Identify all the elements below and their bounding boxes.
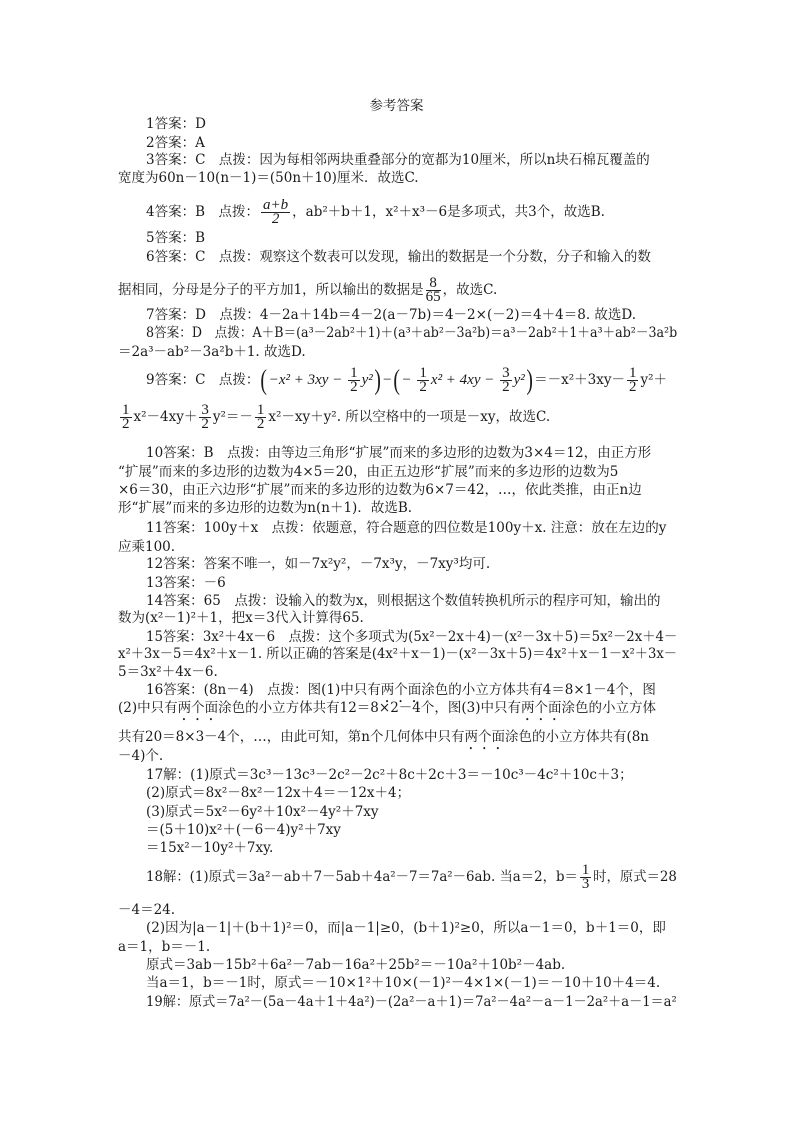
text-segment: 13答案：－6	[146, 575, 226, 591]
text-line	[146, 152, 677, 168]
text-segment: －4＝24.	[118, 902, 176, 918]
text-segment: x²－4xy＋	[133, 409, 198, 425]
text-segment: 7答案：D 点拨：4－2a＋14b＝4－2(a－7b)＝4－2×(－2)＝4＋4＝8. 故选D.	[146, 307, 637, 323]
text-segment: 8答案：D 点拨：A＋B＝(a³－2ab²＋1)＋(a³＋ab²－3a²b)＝a³－2ab²＋1＋a³＋ab²－3a²b	[146, 325, 678, 341]
text-line	[146, 785, 677, 801]
text-segment: 3答案：C 点拨：因为每相邻两块重叠部分的宽都为10厘米，所以n块石棉瓦覆盖的	[146, 152, 650, 168]
math-expression: −	[401, 372, 416, 388]
fraction-denominator: 2	[628, 379, 637, 395]
big-parenthesis: )	[374, 364, 381, 396]
text-line	[118, 464, 677, 480]
fraction	[627, 367, 639, 394]
text-segment: (2)原式＝8x²－8x²－12x＋4＝－12x＋4；	[146, 785, 411, 801]
text-segment: 数为(x²－1)²＋1，把x＝3代入计算得65.	[118, 610, 364, 626]
text-segment: 18解：(1)原式＝3a²－ab＋7－5ab＋4a²－7＝7a²－6ab. 当a＝2，b＝	[146, 869, 578, 885]
text-line	[146, 575, 677, 591]
text-line	[146, 840, 677, 856]
fraction-denominator: 3	[581, 876, 590, 892]
text-line	[118, 700, 677, 716]
text-line	[118, 170, 677, 186]
fraction-denominator: 2	[201, 416, 209, 432]
fraction-numerator: 1	[122, 402, 130, 418]
fraction	[348, 367, 360, 394]
text-segment: 10答案：B 点拨：由等边三角形“扩展”而来的多边形的边数为3×4＝12，由正方形	[146, 445, 652, 461]
fraction-numerator: 8	[426, 277, 441, 291]
fraction	[426, 277, 441, 304]
text-line	[118, 902, 677, 918]
text-segment: ＝－x²＋3xy－	[534, 372, 625, 388]
fraction-numerator: 1	[628, 365, 637, 381]
text-segment: 原式＝3ab－15b²＋6a²－7ab－16a²＋25b²＝－10a²＋10b²－4ab.	[146, 957, 566, 973]
fraction-denominator: 2	[271, 211, 280, 227]
fraction	[417, 367, 429, 394]
text-line	[118, 748, 677, 764]
text-line	[118, 939, 677, 955]
text-line	[146, 975, 677, 991]
text-segment: y²＝－	[212, 409, 253, 425]
text-segment: (2)中只有	[118, 700, 178, 716]
text-line	[118, 664, 677, 680]
text-segment: 当a＝1，b＝－1时，原式＝－10×1²＋10×(－1)²－4×1×(－1)＝－10＋10＋4＝4.	[146, 975, 661, 991]
text-line	[118, 729, 677, 745]
text-segment: 12答案：答案不唯一，如－7x²y²，－7x³y，－7xy³均可.	[146, 556, 491, 572]
emphasized-text: 两个面	[521, 700, 562, 716]
text-line	[146, 116, 677, 132]
text-segment: 应乘100.	[118, 539, 176, 555]
text-segment: x²＋3x－5＝4x²＋x－1. 所以正确的答案是(4x²＋x－1)－(x²－3x＋5)＝4x²＋x－1－x²＋3x－	[118, 646, 677, 662]
text-segment: －4)个.	[118, 748, 164, 764]
fraction	[120, 404, 132, 431]
text-line	[146, 135, 677, 151]
text-segment: y²＋	[640, 372, 668, 388]
fraction-denominator: 2	[419, 379, 427, 395]
text-line	[146, 994, 677, 1010]
text-segment: 15答案：3x²＋4x－6 点拨：这个多项式为(5x²－2x＋4)－(x²－3x＋5)＝5x²－2x＋4－	[146, 629, 678, 645]
text-line	[146, 307, 677, 323]
text-line	[146, 804, 677, 820]
emphasized-text: 两个面	[177, 700, 219, 716]
text-segment: “扩展”而来的多边形的边数为4×5＝20，由正五边形“扩展”而来的多边形的边数为5	[118, 464, 619, 480]
fraction-denominator: 2	[256, 416, 265, 432]
text-line	[146, 920, 677, 936]
page-title: 参考答案	[369, 98, 424, 114]
fraction	[261, 199, 290, 226]
text-line	[118, 482, 677, 498]
text-segment: ，故选C.	[442, 282, 498, 298]
fraction	[580, 864, 591, 891]
text-segment: 6答案：C 点拨：观察这个数表可以发现，输出的数据是一个分数，分子和输入的数	[146, 249, 651, 265]
text-line	[118, 402, 677, 432]
text-line	[146, 629, 677, 645]
text-line	[146, 957, 677, 973]
text-line	[118, 646, 677, 662]
text-segment: 14答案：65 点拨：设输入的数为x，则根据这个数值转换机所示的程序可知，输出的	[146, 593, 661, 609]
fraction-numerator: a+b	[263, 197, 289, 213]
fraction-denominator: 65	[425, 289, 441, 305]
fraction-numerator: 1	[256, 402, 265, 418]
text-line	[146, 197, 677, 227]
text-segment: ，ab²＋b＋1，x²＋x³－6是多项式，共3个，故选B.	[292, 204, 605, 220]
text-segment: 9答案：C 点拨：	[146, 372, 260, 388]
text-segment: 共有20＝8×3－4个，…，由此可知，第n个几何体中只有	[118, 729, 465, 745]
fraction-numerator: 1	[581, 862, 590, 878]
math-expression: y²	[513, 372, 525, 388]
math-expression: −	[382, 372, 393, 388]
math-expression: x² + 4xy −	[430, 372, 499, 388]
text-segment: 5答案：B	[146, 230, 206, 246]
text-segment: 4答案：B 点拨：	[146, 204, 260, 220]
text-segment: 据相同，分母是分子的平方加1，所以输出的数据是	[118, 282, 424, 298]
fraction-denominator: 2	[350, 379, 358, 395]
text-segment: x²－xy＋y². 所以空格中的一项是－xy，故选C.	[268, 409, 551, 425]
text-line	[146, 445, 677, 461]
text-line	[146, 556, 677, 572]
text-line	[146, 593, 677, 609]
text-line	[146, 249, 677, 265]
fraction-denominator: 2	[502, 379, 510, 395]
emphasized-text: 两个面	[464, 729, 505, 745]
text-line	[146, 325, 677, 341]
text-line	[146, 682, 677, 698]
big-parenthesis: (	[393, 364, 401, 396]
text-segment: ×6＝30，由正六边形“扩展”而来的多边形的边数为6×7＝42，…，依此类推，由正n边	[118, 482, 642, 498]
text-segment: 19解：原式＝7a²－(5a－4a＋1＋4a²)－(2a²－a＋1)＝7a²－4a²－a－1－2a²＋a－1＝a²	[146, 994, 677, 1010]
fraction-numerator: 1	[350, 365, 358, 381]
text-line	[146, 230, 677, 246]
text-line	[118, 500, 677, 516]
fraction-numerator: 1	[419, 365, 427, 381]
fraction-numerator: 3	[502, 365, 510, 381]
math-expression: y²	[361, 372, 373, 388]
fraction-denominator: 2	[122, 416, 130, 432]
text-segment: 1答案：D	[146, 116, 206, 132]
text-segment: 11答案：100y＋x 点拨：依题意，符合题意的四位数是100y＋x. 注意：放在左边的y	[146, 520, 667, 536]
text-segment: 涂色的小立方体	[561, 700, 657, 716]
text-line	[146, 364, 677, 396]
text-line	[146, 862, 677, 892]
text-segment: 涂色的小立方体共有12＝8×2－4个，图(3)中只有	[218, 700, 522, 716]
text-line	[118, 275, 677, 305]
math-expression: −x² + 3xy −	[268, 372, 347, 388]
text-segment: (2)因为|a－1|＋(b＋1)²＝0，而|a－1|≥0，(b＋1)²≥0，所以a－1＝0，b＋1＝0，即	[146, 920, 666, 936]
fraction	[500, 367, 512, 394]
text-segment: 形“扩展”而来的多边形的边数为n(n＋1)．故选B.	[118, 500, 413, 516]
text-segment: 时，原式＝28	[593, 869, 677, 885]
text-segment: 2答案：A	[146, 135, 205, 151]
text-segment: a＝1，b＝－1.	[118, 939, 211, 955]
text-line	[118, 539, 677, 555]
emphasized-text: 两个面	[380, 682, 422, 698]
text-segment: 5＝3x²＋4x－6.	[118, 664, 218, 680]
text-line	[118, 610, 677, 626]
fraction	[199, 404, 211, 431]
text-segment: 16答案：(8n－4) 点拨：图(1)中只有	[146, 682, 381, 698]
text-segment: ＝2a³－ab²－3a²b＋1. 故选D.	[118, 344, 306, 360]
big-parenthesis: (	[260, 364, 268, 396]
text-line	[118, 344, 677, 360]
text-segment: 涂色的小立方体共有4＝8×1－4个，图	[421, 682, 656, 698]
text-line	[146, 520, 677, 536]
fraction	[255, 404, 267, 431]
text-segment: (3)原式＝5x²－6y²＋10x²－4y²＋7xy	[146, 804, 379, 820]
big-parenthesis: )	[526, 364, 533, 396]
text-segment: 17解：(1)原式＝3c³－13c³－2c²－2c²＋8c＋2c＋3＝－10c³－4c²＋10c＋3；	[146, 767, 633, 783]
text-segment: 涂色的小立方体共有(8n	[504, 729, 650, 745]
text-segment: ＝15x²－10y²＋7xy.	[146, 840, 274, 856]
text-segment: ＝(5＋10)x²＋(－6－4)y²＋7xy	[146, 822, 341, 838]
text-line	[146, 822, 677, 838]
text-line	[146, 767, 677, 783]
fraction-numerator: 3	[201, 402, 209, 418]
text-segment: 宽度为60n－10(n－1)＝(50n＋10)厘米．故选C.	[118, 170, 419, 186]
